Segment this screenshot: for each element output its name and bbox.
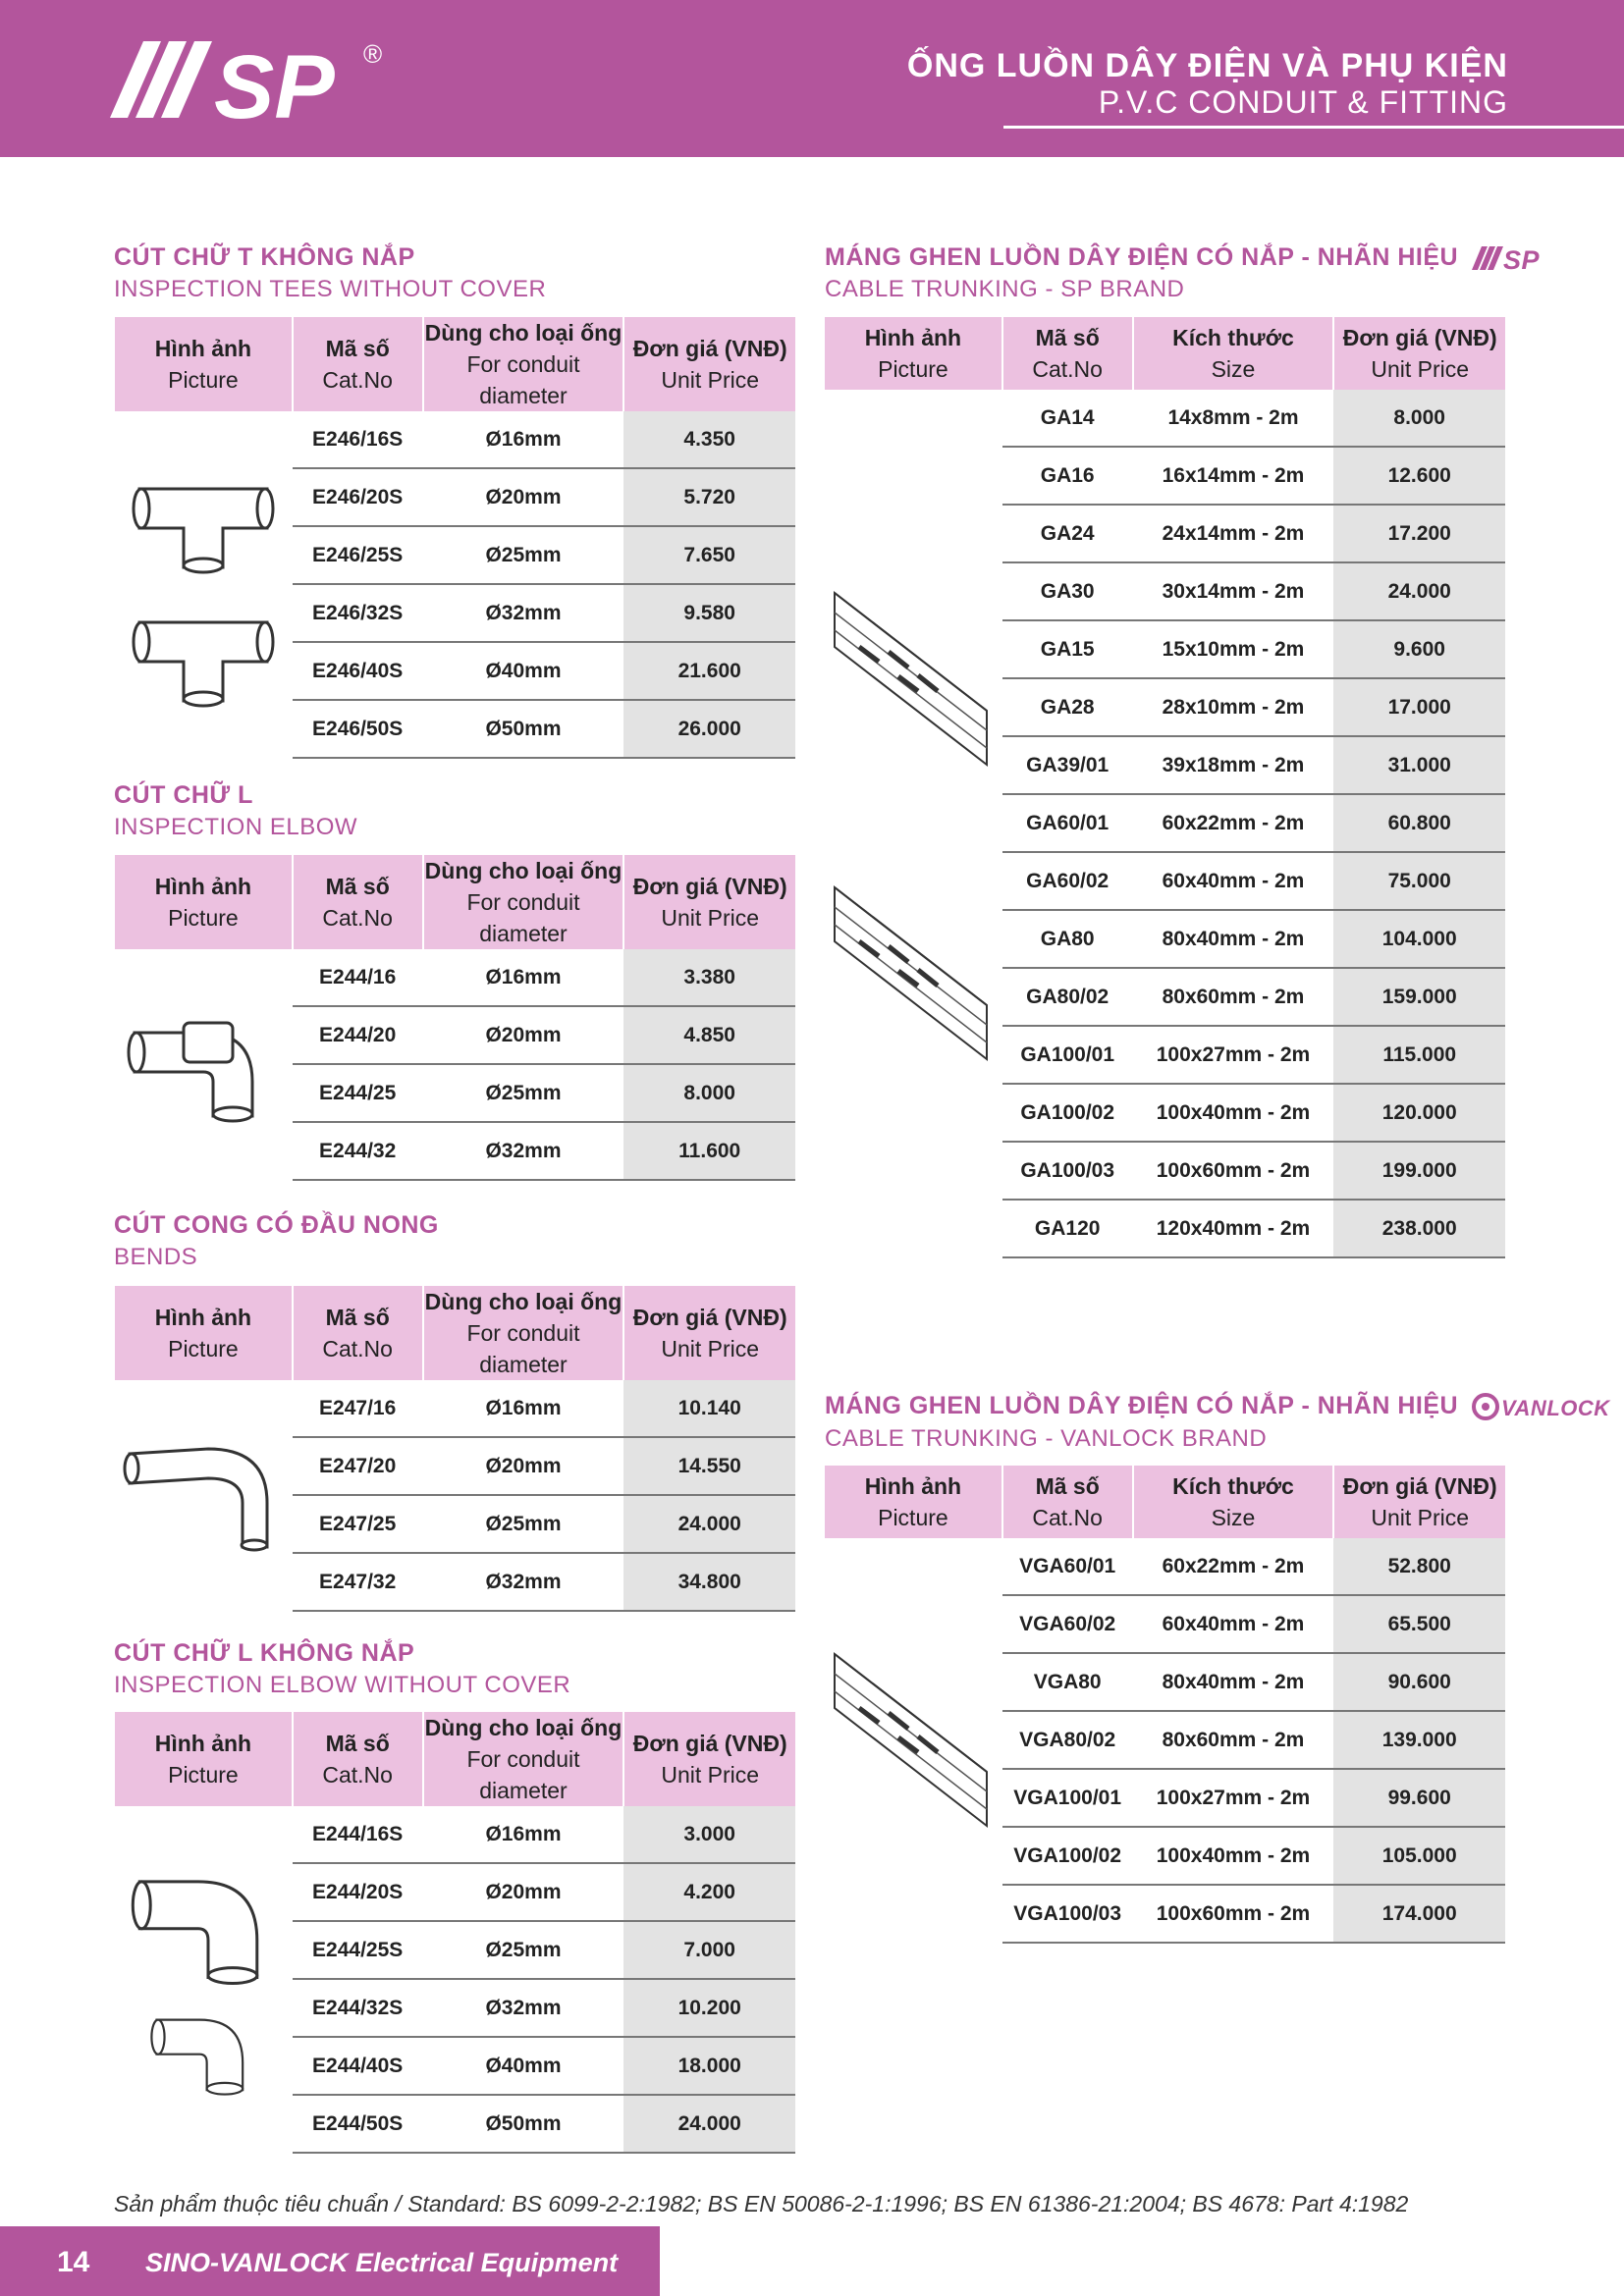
spec: Ø32mm bbox=[423, 1979, 624, 2037]
cat-no: E244/16S bbox=[293, 1806, 423, 1863]
cat-no: E244/25S bbox=[293, 1921, 423, 1979]
unit-price: 3.000 bbox=[623, 1806, 795, 1863]
bend-fitting-icon bbox=[120, 1424, 287, 1562]
spec: Ø16mm bbox=[423, 1380, 624, 1437]
header-label-en: Picture bbox=[168, 367, 239, 393]
spec: Ø40mm bbox=[423, 642, 624, 700]
cat-no: E246/25S bbox=[293, 526, 423, 584]
price-header bbox=[623, 317, 795, 411]
catno-header bbox=[293, 855, 423, 949]
bends-table bbox=[115, 1286, 795, 1612]
trunking-vanlock-title-en: CABLE TRUNKING - VANLOCK BRAND bbox=[825, 1425, 1268, 1453]
cat-no: GA100/01 bbox=[1002, 1026, 1133, 1084]
cat-no: GA16 bbox=[1002, 447, 1133, 505]
header-label-en: Picture bbox=[168, 905, 239, 931]
header-label-en: Cat.No bbox=[1032, 356, 1103, 382]
unit-price: 115.000 bbox=[1333, 1026, 1505, 1084]
tees-table bbox=[115, 317, 795, 759]
unit-price: 10.200 bbox=[623, 1979, 795, 2037]
spec: Ø20mm bbox=[423, 1863, 624, 1921]
spec: 100x27mm - 2m bbox=[1133, 1769, 1334, 1827]
table-row bbox=[115, 1806, 795, 1863]
picture-header bbox=[115, 855, 293, 949]
table-row bbox=[115, 949, 795, 1006]
unit-price: 159.000 bbox=[1333, 968, 1505, 1026]
spec-header bbox=[1133, 317, 1334, 390]
spec-header bbox=[1133, 1466, 1334, 1538]
unit-price: 11.600 bbox=[623, 1122, 795, 1180]
cat-no: E246/20S bbox=[293, 468, 423, 526]
spec: 30x14mm - 2m bbox=[1133, 562, 1334, 620]
unit-price: 8.000 bbox=[1333, 390, 1505, 447]
tee-fitting-icon bbox=[130, 593, 277, 711]
catno-header bbox=[293, 1712, 423, 1806]
header-label-vi: Hình ảnh bbox=[154, 1305, 252, 1330]
header-label-vi: Mã số bbox=[325, 336, 390, 361]
cat-no: VGA100/02 bbox=[1002, 1827, 1133, 1885]
spec: Ø20mm bbox=[423, 468, 624, 526]
header-label-vi: Dùng cho loại ống bbox=[424, 858, 623, 883]
elbow-title-vi: CÚT CHỮ L bbox=[114, 781, 253, 809]
header-label-en: Cat.No bbox=[1032, 1505, 1103, 1530]
header-label-vi: Mã số bbox=[325, 874, 390, 899]
unit-price: 31.000 bbox=[1333, 736, 1505, 794]
catno-header bbox=[293, 317, 423, 411]
elbow-fitting-icon bbox=[149, 2005, 257, 2098]
company-name: SINO-VANLOCK Electrical Equipment bbox=[145, 2248, 619, 2277]
header-label-vi: Đơn giá (VNĐ) bbox=[1342, 325, 1497, 350]
spec: Ø32mm bbox=[423, 584, 624, 642]
unit-price: 24.000 bbox=[623, 1495, 795, 1553]
product-picture bbox=[115, 411, 293, 758]
cat-no: GA28 bbox=[1002, 678, 1133, 736]
unit-price: 34.800 bbox=[623, 1553, 795, 1611]
trunking-icon bbox=[830, 1644, 997, 1831]
header-title-en: P.V.C CONDUIT & FITTING bbox=[1098, 84, 1508, 120]
header-label-vi: Mã số bbox=[1035, 325, 1100, 350]
unit-price: 4.350 bbox=[623, 411, 795, 468]
sp-brand-text: SP bbox=[1502, 245, 1540, 273]
table-row bbox=[115, 411, 795, 468]
spec: Ø32mm bbox=[423, 1553, 624, 1611]
header-title-vi: ỐNG LUỒN DÂY ĐIỆN VÀ PHỤ KIỆN bbox=[906, 47, 1508, 84]
vanlock-brand-text: VANLOCK bbox=[1500, 1396, 1610, 1421]
cat-no: E246/32S bbox=[293, 584, 423, 642]
unit-price: 21.600 bbox=[623, 642, 795, 700]
header-label-vi: Hình ảnh bbox=[864, 325, 962, 350]
spec: Ø25mm bbox=[423, 1921, 624, 1979]
unit-price: 105.000 bbox=[1333, 1827, 1505, 1885]
cat-no: E244/16 bbox=[293, 949, 423, 1006]
product-picture bbox=[115, 1380, 293, 1611]
unit-price: 12.600 bbox=[1333, 447, 1505, 505]
spec: 80x60mm - 2m bbox=[1133, 968, 1334, 1026]
cat-no: GA60/01 bbox=[1002, 794, 1133, 852]
elbow-with-cover-icon bbox=[125, 993, 282, 1131]
catno-header bbox=[1002, 1466, 1133, 1538]
spec-header bbox=[423, 1712, 624, 1806]
trunking-vanlock-table bbox=[825, 1466, 1505, 1944]
cat-no: GA14 bbox=[1002, 390, 1133, 447]
trunking-sp-title bbox=[825, 243, 1554, 303]
unit-price: 75.000 bbox=[1333, 852, 1505, 910]
unit-price: 174.000 bbox=[1333, 1885, 1505, 1943]
unit-price: 90.600 bbox=[1333, 1653, 1505, 1711]
unit-price: 24.000 bbox=[1333, 562, 1505, 620]
catno-header bbox=[1002, 317, 1133, 390]
cat-no: E246/40S bbox=[293, 642, 423, 700]
header-label-en: Picture bbox=[878, 356, 948, 382]
unit-price: 5.720 bbox=[623, 468, 795, 526]
price-header bbox=[623, 855, 795, 949]
picture-header bbox=[825, 317, 1002, 390]
spec: 80x60mm - 2m bbox=[1133, 1711, 1334, 1769]
header-label-vi: Đơn giá (VNĐ) bbox=[632, 1305, 787, 1330]
tees-title-vi: CÚT CHỮ T KHÔNG NẮP bbox=[114, 243, 415, 271]
header-label-en: Unit Price bbox=[661, 1762, 760, 1788]
trunking-icon bbox=[830, 878, 997, 1064]
elbow-nocover-table bbox=[115, 1712, 795, 2154]
spec: 80x40mm - 2m bbox=[1133, 910, 1334, 968]
header-label-en: Cat.No bbox=[322, 1762, 393, 1788]
cat-no: GA60/02 bbox=[1002, 852, 1133, 910]
header-label-en: Size bbox=[1211, 356, 1256, 382]
cat-no: GA30 bbox=[1002, 562, 1133, 620]
header-label-vi: Mã số bbox=[325, 1305, 390, 1330]
header-label-en: Unit Price bbox=[1371, 1505, 1470, 1530]
elbow-nocover-title-en: INSPECTION ELBOW WITHOUT COVER bbox=[114, 1672, 571, 1698]
unit-price: 17.000 bbox=[1333, 678, 1505, 736]
header-label-vi: Đơn giá (VNĐ) bbox=[632, 874, 787, 899]
spec: 14x8mm - 2m bbox=[1133, 390, 1334, 447]
trunking-vanlock-title bbox=[825, 1392, 1619, 1453]
product-picture bbox=[825, 390, 1002, 1257]
unit-price: 238.000 bbox=[1333, 1200, 1505, 1257]
unit-price: 139.000 bbox=[1333, 1711, 1505, 1769]
spec: Ø20mm bbox=[423, 1437, 624, 1495]
trunking-sp-table bbox=[825, 317, 1505, 1258]
header-label-en: Cat.No bbox=[322, 367, 393, 393]
picture-header bbox=[825, 1466, 1002, 1538]
cat-no: GA80/02 bbox=[1002, 968, 1133, 1026]
elbow-title-en: INSPECTION ELBOW bbox=[114, 814, 358, 840]
product-picture bbox=[115, 949, 293, 1180]
unit-price: 24.000 bbox=[623, 2095, 795, 2153]
header-label-vi: Dùng cho loại ống bbox=[424, 1289, 623, 1314]
cat-no: E247/32 bbox=[293, 1553, 423, 1611]
sp-brand-icon bbox=[1472, 244, 1554, 272]
unit-price: 9.580 bbox=[623, 584, 795, 642]
spec: 100x60mm - 2m bbox=[1133, 1142, 1334, 1200]
sp-logo bbox=[110, 29, 405, 128]
bends-title-vi: CÚT CONG CÓ ĐẦU NONG bbox=[114, 1211, 439, 1239]
unit-price: 199.000 bbox=[1333, 1142, 1505, 1200]
picture-header bbox=[115, 1712, 293, 1806]
cat-no: E244/40S bbox=[293, 2037, 423, 2095]
unit-price: 9.600 bbox=[1333, 620, 1505, 678]
trunking-icon bbox=[830, 583, 997, 770]
cat-no: GA80 bbox=[1002, 910, 1133, 968]
header-label-en: For conduit diameter bbox=[466, 351, 580, 408]
unit-price: 26.000 bbox=[623, 700, 795, 758]
unit-price: 8.000 bbox=[623, 1064, 795, 1122]
header-label-en: For conduit diameter bbox=[466, 1320, 580, 1377]
unit-price: 104.000 bbox=[1333, 910, 1505, 968]
header-label-vi: Kích thước bbox=[1172, 1473, 1294, 1499]
header-label-en: Picture bbox=[878, 1505, 948, 1530]
unit-price: 120.000 bbox=[1333, 1084, 1505, 1142]
tees-title-en: INSPECTION TEES WITHOUT COVER bbox=[114, 276, 547, 302]
cat-no: E244/20S bbox=[293, 1863, 423, 1921]
spec: Ø25mm bbox=[423, 526, 624, 584]
elbow-nocover-title-vi: CÚT CHỮ L KHÔNG NẮP bbox=[114, 1639, 415, 1667]
unit-price: 10.140 bbox=[623, 1380, 795, 1437]
cat-no: E246/50S bbox=[293, 700, 423, 758]
cat-no: VGA100/01 bbox=[1002, 1769, 1133, 1827]
cat-no: GA24 bbox=[1002, 505, 1133, 562]
spec: Ø50mm bbox=[423, 700, 624, 758]
cat-no: GA15 bbox=[1002, 620, 1133, 678]
table-row bbox=[825, 1538, 1505, 1595]
header-label-en: Cat.No bbox=[322, 905, 393, 931]
cat-no: E247/20 bbox=[293, 1437, 423, 1495]
spec-header bbox=[423, 317, 624, 411]
cat-no: VGA100/03 bbox=[1002, 1885, 1133, 1943]
picture-header bbox=[115, 317, 293, 411]
cat-no: E244/32 bbox=[293, 1122, 423, 1180]
spec: 120x40mm - 2m bbox=[1133, 1200, 1334, 1257]
spec: 60x40mm - 2m bbox=[1133, 852, 1334, 910]
vanlock-brand-icon bbox=[1472, 1392, 1619, 1421]
spec: 28x10mm - 2m bbox=[1133, 678, 1334, 736]
elbow-table bbox=[115, 855, 795, 1181]
cat-no: E244/50S bbox=[293, 2095, 423, 2153]
unit-price: 14.550 bbox=[623, 1437, 795, 1495]
price-header bbox=[1333, 317, 1505, 390]
header-divider bbox=[1003, 126, 1624, 129]
tee-fitting-icon bbox=[130, 459, 277, 577]
logo-text: SP bbox=[214, 37, 335, 128]
table-row bbox=[825, 390, 1505, 447]
unit-price: 99.600 bbox=[1333, 1769, 1505, 1827]
spec: 60x22mm - 2m bbox=[1133, 1538, 1334, 1595]
tees-title bbox=[114, 243, 546, 303]
product-picture bbox=[115, 1806, 293, 2153]
spec: 39x18mm - 2m bbox=[1133, 736, 1334, 794]
picture-header bbox=[115, 1286, 293, 1380]
table-row bbox=[115, 1380, 795, 1437]
cat-no: GA100/03 bbox=[1002, 1142, 1133, 1200]
elbow-fitting-icon bbox=[130, 1862, 277, 1988]
header-label-vi: Đơn giá (VNĐ) bbox=[632, 336, 787, 361]
spec: Ø50mm bbox=[423, 2095, 624, 2153]
cat-no: E244/20 bbox=[293, 1006, 423, 1064]
spec: Ø32mm bbox=[423, 1122, 624, 1180]
product-picture bbox=[825, 1538, 1002, 1943]
spec-header bbox=[423, 855, 624, 949]
header-label-vi: Hình ảnh bbox=[154, 874, 252, 899]
header-label-en: For conduit diameter bbox=[466, 1746, 580, 1803]
header-label-vi: Mã số bbox=[325, 1731, 390, 1756]
page-number: 14 bbox=[57, 2246, 90, 2278]
spec: 15x10mm - 2m bbox=[1133, 620, 1334, 678]
header-label-en: Unit Price bbox=[661, 905, 760, 931]
cat-no: E246/16S bbox=[293, 411, 423, 468]
header-label-en: Picture bbox=[168, 1336, 239, 1362]
header-label-vi: Dùng cho loại ống bbox=[424, 1715, 623, 1740]
cat-no: VGA60/01 bbox=[1002, 1538, 1133, 1595]
price-header bbox=[623, 1286, 795, 1380]
page-header bbox=[0, 0, 1624, 157]
trunking-sp-title-vi: MÁNG GHEN LUỒN DÂY ĐIỆN CÓ NẮP - NHÃN HIỆU bbox=[825, 243, 1459, 271]
unit-price: 7.000 bbox=[623, 1921, 795, 1979]
header-label-vi: Hình ảnh bbox=[864, 1473, 962, 1499]
unit-price: 52.800 bbox=[1333, 1538, 1505, 1595]
spec: Ø16mm bbox=[423, 1806, 624, 1863]
trunking-vanlock-title-vi: MÁNG GHEN LUỒN DÂY ĐIỆN CÓ NẮP - NHÃN HIỆU bbox=[825, 1392, 1459, 1419]
header-label-vi: Hình ảnh bbox=[154, 336, 252, 361]
unit-price: 60.800 bbox=[1333, 794, 1505, 852]
standards-note: Sản phẩm thuộc tiêu chuẩn / Standard: BS 6099-2-2:1982; BS EN 50086-2-1:1996; BS EN 61386-21:2004; BS 4678: Part 4:1982 bbox=[114, 2191, 1409, 2216]
spec: 100x60mm - 2m bbox=[1133, 1885, 1334, 1943]
cat-no: GA39/01 bbox=[1002, 736, 1133, 794]
unit-price: 4.850 bbox=[623, 1006, 795, 1064]
spec: 100x40mm - 2m bbox=[1133, 1084, 1334, 1142]
unit-price: 7.650 bbox=[623, 526, 795, 584]
header-label-en: Unit Price bbox=[1371, 356, 1470, 382]
header-label-en: For conduit diameter bbox=[466, 889, 580, 946]
cat-no: E244/32S bbox=[293, 1979, 423, 2037]
spec: 16x14mm - 2m bbox=[1133, 447, 1334, 505]
spec: 100x27mm - 2m bbox=[1133, 1026, 1334, 1084]
cat-no: GA120 bbox=[1002, 1200, 1133, 1257]
header-label-en: Size bbox=[1211, 1505, 1256, 1530]
cat-no: E244/25 bbox=[293, 1064, 423, 1122]
unit-price: 3.380 bbox=[623, 949, 795, 1006]
bends-title bbox=[114, 1211, 439, 1271]
unit-price: 4.200 bbox=[623, 1863, 795, 1921]
cat-no: GA100/02 bbox=[1002, 1084, 1133, 1142]
header-label-en: Picture bbox=[168, 1762, 239, 1788]
header-label-en: Unit Price bbox=[661, 367, 760, 393]
spec: Ø16mm bbox=[423, 411, 624, 468]
cat-no: VGA60/02 bbox=[1002, 1595, 1133, 1653]
header-label-en: Cat.No bbox=[322, 1336, 393, 1362]
spec: 60x22mm - 2m bbox=[1133, 794, 1334, 852]
elbow-title bbox=[114, 781, 357, 841]
header-label-vi: Đơn giá (VNĐ) bbox=[632, 1731, 787, 1756]
registered-mark: ® bbox=[363, 39, 383, 69]
spec: Ø25mm bbox=[423, 1495, 624, 1553]
unit-price: 18.000 bbox=[623, 2037, 795, 2095]
unit-price: 65.500 bbox=[1333, 1595, 1505, 1653]
price-header bbox=[623, 1712, 795, 1806]
cat-no: E247/25 bbox=[293, 1495, 423, 1553]
spec: Ø20mm bbox=[423, 1006, 624, 1064]
cat-no: E247/16 bbox=[293, 1380, 423, 1437]
catno-header bbox=[293, 1286, 423, 1380]
header-label-vi: Mã số bbox=[1035, 1473, 1100, 1499]
header-label-en: Unit Price bbox=[661, 1336, 760, 1362]
spec: 100x40mm - 2m bbox=[1133, 1827, 1334, 1885]
spec: Ø16mm bbox=[423, 949, 624, 1006]
spec: 80x40mm - 2m bbox=[1133, 1653, 1334, 1711]
header-label-vi: Hình ảnh bbox=[154, 1731, 252, 1756]
cat-no: VGA80 bbox=[1002, 1653, 1133, 1711]
spec: Ø40mm bbox=[423, 2037, 624, 2095]
spec: Ø25mm bbox=[423, 1064, 624, 1122]
header-label-vi: Dùng cho loại ống bbox=[424, 320, 623, 346]
price-header bbox=[1333, 1466, 1505, 1538]
spec-header bbox=[423, 1286, 624, 1380]
header-label-vi: Đơn giá (VNĐ) bbox=[1342, 1473, 1497, 1499]
bends-title-en: BENDS bbox=[114, 1244, 198, 1270]
elbow-nocover-title bbox=[114, 1639, 570, 1699]
trunking-sp-title-en: CABLE TRUNKING - SP BRAND bbox=[825, 276, 1185, 303]
spec: 60x40mm - 2m bbox=[1133, 1595, 1334, 1653]
spec: 24x14mm - 2m bbox=[1133, 505, 1334, 562]
cat-no: VGA80/02 bbox=[1002, 1711, 1133, 1769]
footer-bar bbox=[0, 2226, 660, 2296]
header-label-vi: Kích thước bbox=[1172, 325, 1294, 350]
unit-price: 17.200 bbox=[1333, 505, 1505, 562]
